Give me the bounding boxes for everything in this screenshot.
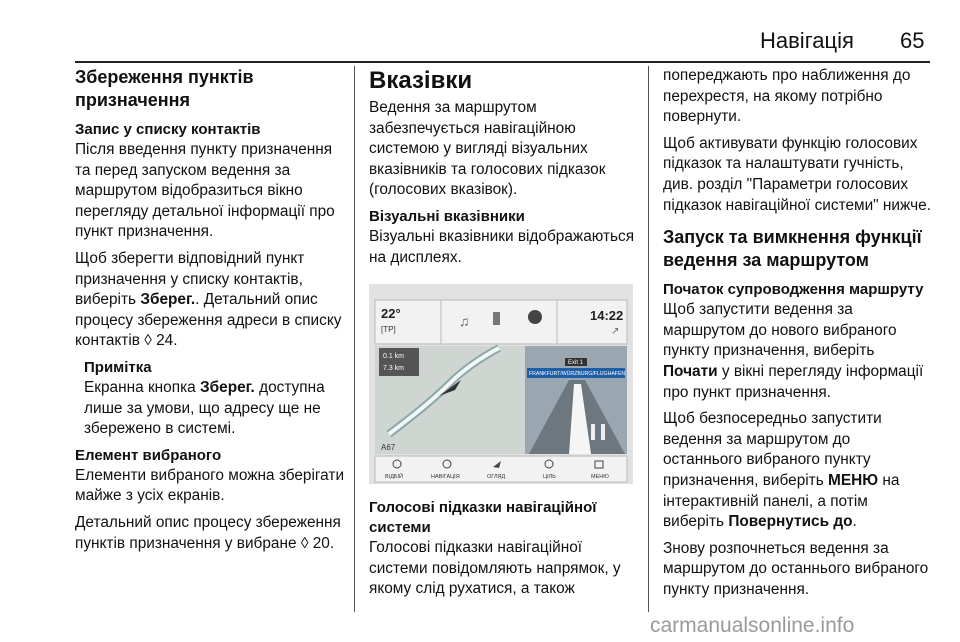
settings-arrow-icon[interactable] [611,326,619,337]
exit-label: Exit 1 [568,360,584,367]
paragraph: Голосові підказки навігаційної системи повідомляють напрямок, у якому слід рухатися, а також [369,539,621,598]
paragraph: Ведення за маршрутом забезпечується навігаційною системою у вигляді візуальних вказівників та голосових підказок (голосових вказівок). [369,99,606,199]
paragraph: Щоб безпосередньо запустити ведення за маршрутом до останнього вибраного пункту призначення, виберіть МЕНЮ на інтерактивній панелі, а потім виберіть Повернутись до. [663,410,900,531]
svg-text:♫: ♫ [459,313,470,330]
nav-status-icon[interactable] [528,310,542,324]
column-divider-1 [354,66,355,612]
tp-indicator: [TP] [381,325,396,335]
subheading-visual: Візуальні вказівники [369,207,525,225]
paragraph: попереджають про наближення до перехрестя, на якому потрібно повернути. [663,67,911,126]
svg-text:↗: ↗ [611,326,620,338]
direction-sign: FRANKFURT/WÜRZBURG/FLUGHAFEN [529,371,626,378]
column-3 [663,66,933,606]
header-title: Навігація [760,28,854,53]
svg-text:ВІДБІЙ: ВІДБІЙ [385,474,404,481]
paragraph: Щоб активувати функцію голосових підказок та налаштувати гучність, див. розділ "Параметри голосових підказок навігаційної системи" нижче. [663,134,931,214]
phone-icon[interactable] [493,312,500,325]
nav-screen-svg [369,284,633,484]
header-rule [75,61,930,63]
paragraph: Детальний опис процесу збереження пунктів призначення у вибране ◊ 20. [75,513,341,552]
column-1 [75,66,345,560]
subheading-favourites: Елемент вибраного [75,446,222,464]
column-divider-2 [648,66,649,612]
page-number: 65 [900,28,925,53]
distance-next-turn: 0.1 km [383,353,405,361]
footer-watermark: carmanualsonline.info [650,614,855,637]
paragraph: Щоб запустити ведення за маршрутом до нового вибраного пункту призначення, виберіть Почати у вікні перегляду інформації про пункт призначення. [663,301,924,401]
page-reference[interactable]: ◊ 24. [144,332,178,350]
paragraph: Після введення пункту призначення та перед запуском ведення за маршрутом відобразиться вікно перегляду детальної інформації про пункт призначення. [75,141,335,241]
paragraph: Щоб зберегти відповідний пункт призначення у списку контактів, виберіть Зберег.. Детальний опис процесу збереження адреси в списку контактів ◊ 24. [75,249,342,350]
section-title-saving: Збереження пунктів призначення [75,67,254,110]
paragraph: Елементи вибраного можна зберігати майже з усіх екранів. [75,466,345,505]
music-icon[interactable] [459,313,470,329]
svg-text:НАВІГАЦІЯ: НАВІГАЦІЯ [431,474,460,481]
column-2 [369,66,639,606]
navigation-screen-figure [369,284,633,484]
distance-destination: 7.3 km [383,365,405,373]
subheading-contacts: Запис у списку контактів [75,121,261,138]
section-title-start-stop: Запуск та вимкнення функції ведення за маршрутом [663,227,922,271]
svg-text:ЦІЛЬ: ЦІЛЬ [543,474,556,481]
svg-text:МЕНЮ: МЕНЮ [591,474,609,481]
note-title: Примітка [84,358,152,376]
paragraph: Знову розпочнеться ведення за маршрутом до останнього вибраного пункту призначення. [663,539,929,598]
clock: 14:22 [590,308,624,324]
subheading-start-route: Початок супроводження маршруту [663,281,924,299]
subheading-voice: Голосові підказки навігаційної системи [369,499,597,537]
note-text: Екранна кнопка Зберег. доступна лише за умови, що адресу ще не збережено в системі. [84,378,325,438]
page-reference[interactable]: ◊ 20. [300,534,335,552]
road-label: A67 [381,443,396,453]
temp-readout: 22° [381,306,401,322]
svg-text:ОГЛЯД: ОГЛЯД [487,474,506,481]
note-block [84,358,345,440]
section-title-guidance: Вказівки [369,67,473,94]
paragraph: Візуальні вказівники відображаються на дисплеях. [369,227,635,266]
